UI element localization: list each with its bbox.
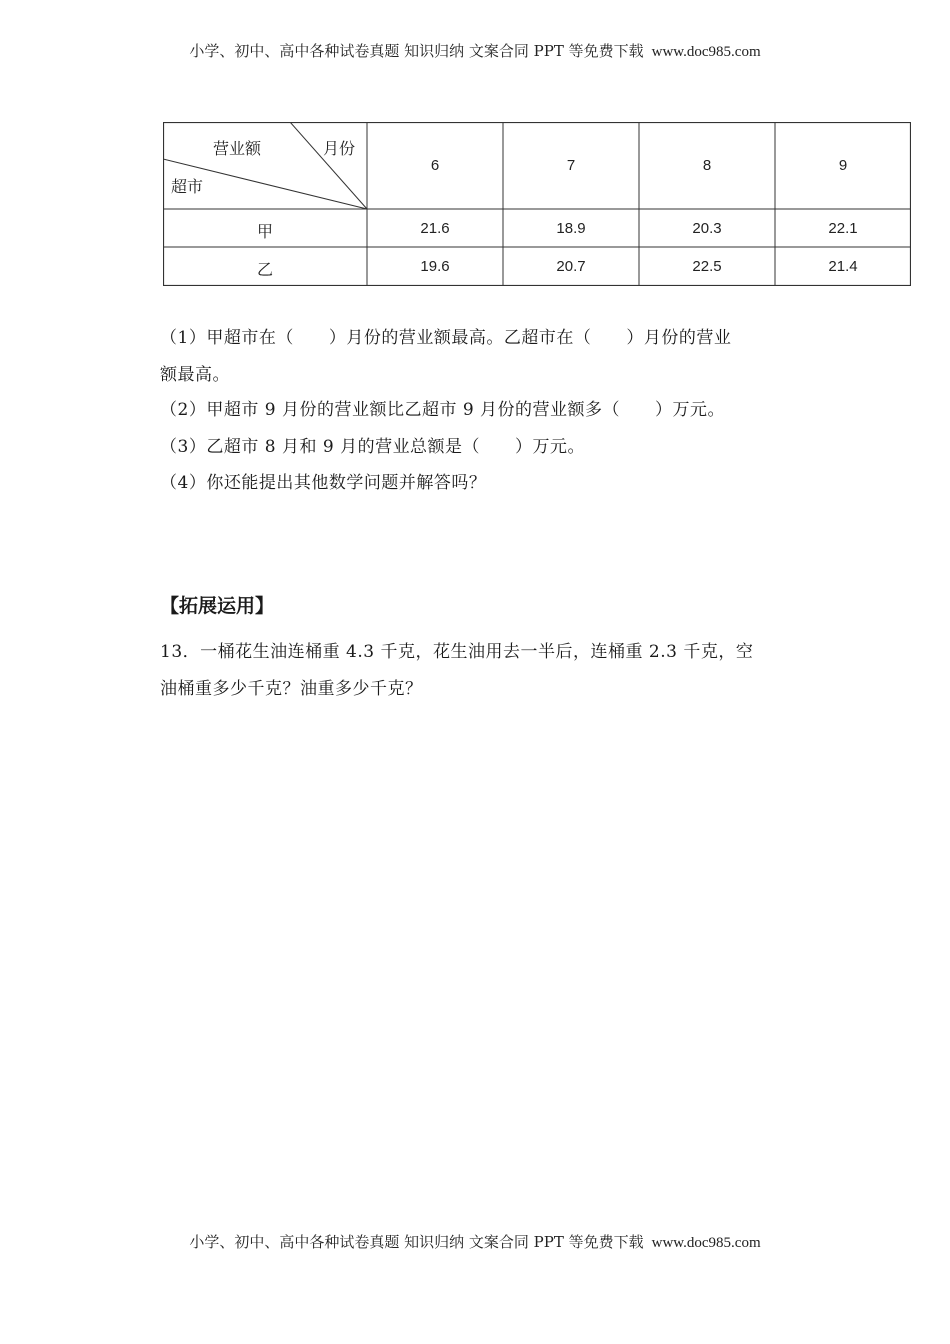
page-header [0,40,950,61]
corner-label-month: 月份 [323,139,356,158]
corner-label-sales: 营业额 [213,139,262,158]
header-text: 小学、初中、高中各种试卷真题 知识归纳 文案合同 PPT 等免费下载 [189,42,644,60]
cell-jia-6: 21.6 [420,220,450,237]
footer-site-link[interactable]: www.doc985.com [651,1235,761,1251]
question-1-line-1: （1）甲超市在（ ）月份的营业额最高。乙超市在（ ）月份的营业 [160,328,732,348]
question-2: （2）甲超市 9 月份的营业额比乙超市 9 月份的营业额多（ ）万元。 [160,400,726,420]
cell-yi-8: 22.5 [692,258,722,275]
month-header-7: 7 [566,157,576,174]
cell-yi-6: 19.6 [420,258,450,275]
month-header-8: 8 [702,157,712,174]
month-header-9: 9 [838,157,848,174]
cell-yi-9: 21.4 [828,258,858,275]
row-name-jia: 甲 [256,222,273,241]
page-footer [0,1231,950,1252]
cell-yi-7: 20.7 [556,258,586,275]
question-1-line-2: 额最高。 [160,365,230,385]
question-3: （3）乙超市 8 月和 9 月的营业总额是（ ）万元。 [160,437,586,457]
footer-text: 小学、初中、高中各种试卷真题 知识归纳 文案合同 PPT 等免费下载 [189,1233,644,1251]
cell-jia-9: 22.1 [828,220,858,237]
corner-label-market: 超市 [171,177,204,196]
cell-jia-8: 20.3 [692,220,722,237]
sales-table [163,122,911,286]
question-4: （4）你还能提出其他数学问题并解答吗？ [160,473,487,493]
problem-13-line-2: 油桶重多少千克？油重多少千克？ [160,679,423,699]
section-title: 【拓展运用】 [160,595,275,617]
month-header-6: 6 [430,157,440,174]
header-site-link[interactable]: www.doc985.com [651,44,761,60]
row-name-yi: 乙 [256,260,273,279]
problem-13-line-1: 13．一桶花生油连桶重 4.3 千克，花生油用去一半后，连桶重 2.3 千克，空 [160,642,754,662]
cell-jia-7: 18.9 [556,220,586,237]
